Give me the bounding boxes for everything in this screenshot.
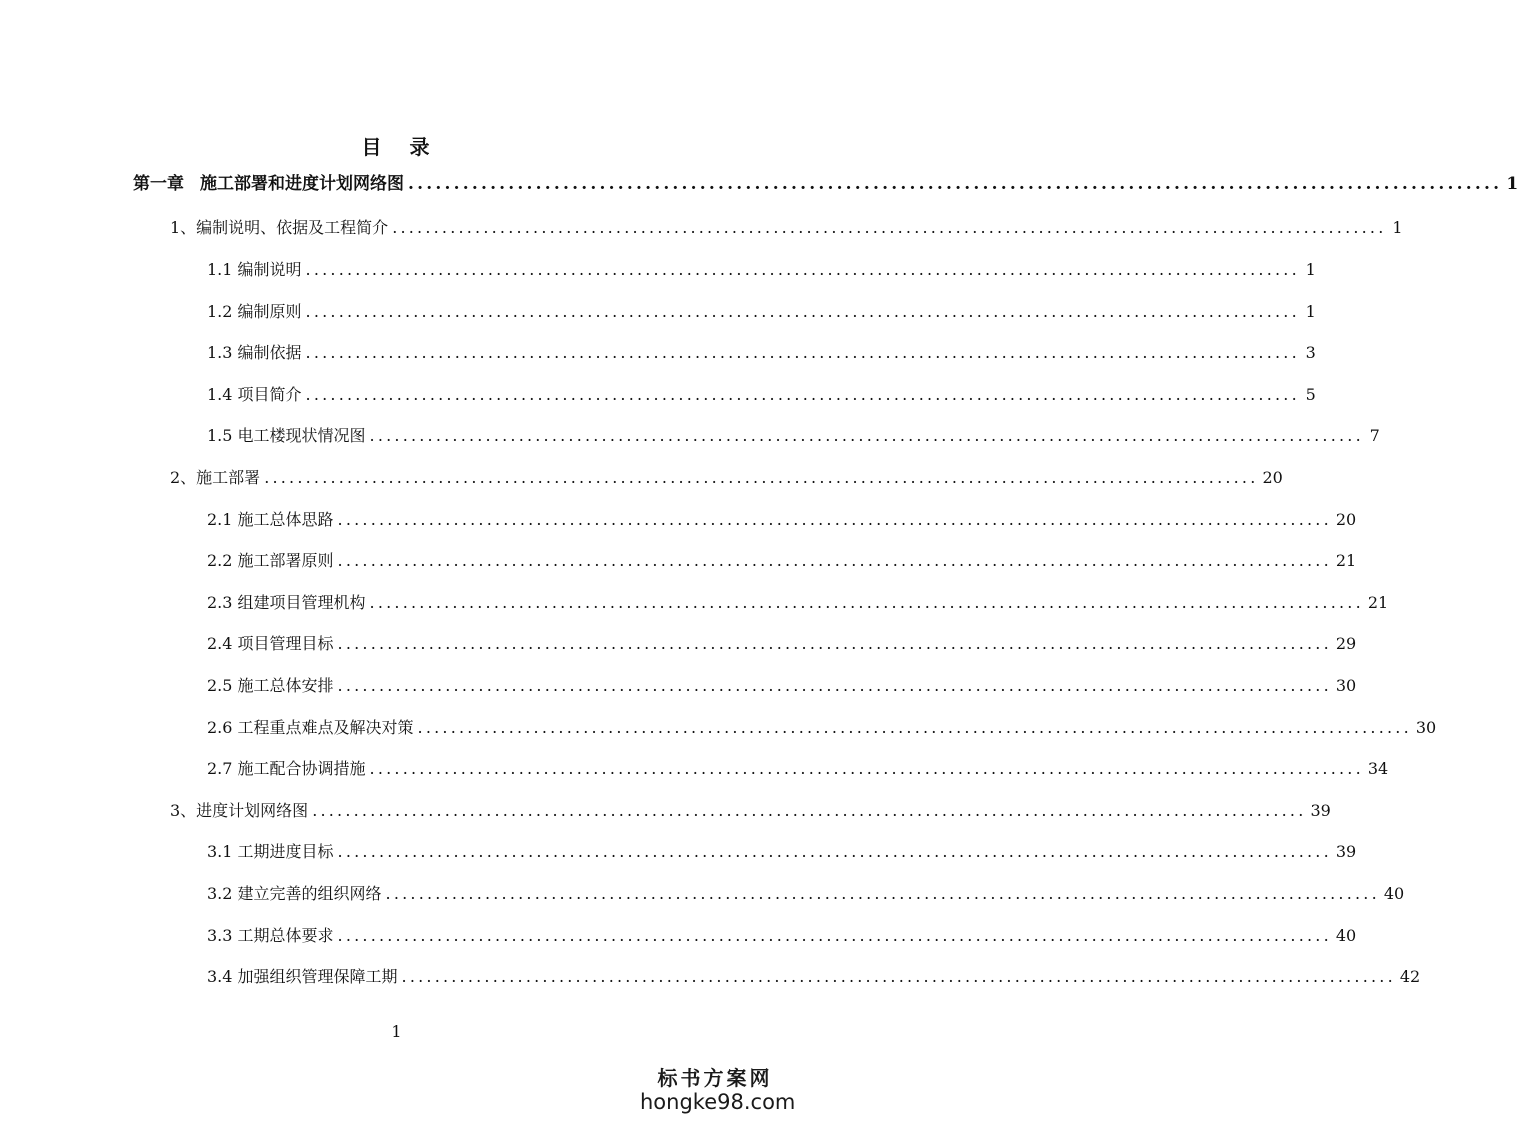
toc-title-part2: 录 [409,135,432,159]
toc-leader-dots: ........................................................................................................................ [385,884,1380,903]
toc-entry-label: 3.2 建立完善的组织网络 [207,884,382,903]
toc-leader-dots: ........................................................................................................................ [305,302,1300,321]
toc-entry[interactable] [207,341,1316,365]
toc-entry[interactable] [207,383,1316,407]
toc-leader-dots: ........................................................................................................................ [369,759,1364,778]
toc-entry-page: 5 [1305,385,1316,404]
toc-entry-page: 40 [1383,884,1405,903]
toc-leader-dots: ........................................................................................................................ [392,218,1387,237]
toc-leader-dots: ........................................................................................................................ [337,676,1332,695]
toc-entry-page: 42 [1399,967,1421,986]
toc-leader-dots: ........................................................................................................................ [369,593,1364,612]
toc-entry-page: 34 [1367,759,1389,778]
toc-entry-page: 1 [1392,218,1403,237]
toc-entry-label: 3、进度计划网络图 [170,801,309,820]
toc-leader-dots: ........................................................................................................................ [312,801,1307,820]
toc-leader-dots: ........................................................................................................................ [337,842,1332,861]
toc-entry-label: 2.3 组建项目管理机构 [207,593,366,612]
toc-entry-label: 1.3 编制依据 [207,343,302,362]
toc-entry-page: 21 [1367,593,1389,612]
toc-entry-label: 1.1 编制说明 [207,260,302,279]
toc-entry-page: 3 [1305,343,1316,362]
toc-entry[interactable] [170,466,1283,490]
toc-chapter-page: 1 [1506,174,1518,194]
toc-entry-label: 2.2 施工部署原则 [207,551,334,570]
toc-entry-page: 21 [1335,551,1357,570]
toc-entry-label: 1.2 编制原则 [207,302,302,321]
toc-entry[interactable] [207,549,1357,573]
toc-entry[interactable] [207,757,1389,781]
toc-entry-page: 1 [1305,302,1316,321]
toc-entry-label: 2.5 施工总体安排 [207,676,334,695]
toc-entry-label: 2.6 工程重点难点及解决对策 [207,718,414,737]
toc-entry-page: 20 [1335,510,1357,529]
watermark-site-name: 标书方案网 [657,1066,773,1090]
toc-entry-page: 20 [1262,468,1283,487]
toc-entry[interactable] [207,508,1357,532]
toc-entry[interactable] [170,799,1331,823]
toc-entry-page: 7 [1369,426,1380,445]
toc-entry[interactable] [207,300,1316,324]
toc-leader-dots: ........................................................................................................................ [305,385,1300,404]
toc-title-part1: 目 [361,135,384,159]
toc-entry-label: 3.1 工期进度目标 [207,842,334,861]
toc-entry[interactable] [207,965,1421,989]
toc-entry-label: 2.7 施工配合协调措施 [207,759,366,778]
toc-entry[interactable] [207,591,1389,615]
watermark [640,1066,796,1114]
toc-entry-label: 3.4 加强组织管理保障工期 [207,967,398,986]
toc-leader-dots: ........................................................................................................................ [337,510,1332,529]
toc-leader-dots: ........................................................................................................................ [369,426,1364,445]
toc-chapter-row[interactable] [133,172,1518,196]
toc-entry-label: 1.5 电工楼现状情况图 [207,426,366,445]
toc-entry-label: 2、施工部署 [170,468,261,487]
toc-entry[interactable] [170,216,1403,240]
toc-entry-label: 2.1 施工总体思路 [207,510,334,529]
watermark-url: hongke98.com [640,1090,796,1114]
toc-entry-page: 39 [1335,842,1357,861]
toc-entry-page: 40 [1335,926,1357,945]
toc-chapter-title: 施工部署和进度计划网络图 [200,174,404,194]
toc-chapter-number: 第一章 [133,174,184,194]
toc-entry[interactable] [207,424,1380,448]
toc-entry[interactable] [207,840,1357,864]
toc-entry-page: 29 [1335,634,1357,653]
toc-entry[interactable] [207,632,1357,656]
toc-leader-dots: ........................................................................................................................ [417,718,1412,737]
page-number: 1 [391,1022,402,1041]
toc-leader-dots: ........................................................................................................................ [264,468,1259,487]
toc-entry[interactable] [207,258,1316,282]
toc-leader-dots: ........................................................................................................................ [408,174,1503,194]
toc-leader-dots: ........................................................................................................................ [337,926,1332,945]
toc-entry-label: 3.3 工期总体要求 [207,926,334,945]
toc-leader-dots: ........................................................................................................................ [305,343,1300,362]
toc-entry-page: 1 [1305,260,1316,279]
toc-leader-dots: ........................................................................................................................ [337,634,1332,653]
toc-leader-dots: ........................................................................................................................ [401,967,1396,986]
toc-chapter-label [133,172,404,196]
toc-entry-page: 30 [1335,676,1357,695]
toc-leader-dots: ........................................................................................................................ [305,260,1300,279]
toc-entry-label: 1、编制说明、依据及工程简介 [170,218,389,237]
toc-entry[interactable] [207,716,1437,740]
toc-entry[interactable] [207,674,1357,698]
toc-entry[interactable] [207,882,1405,906]
toc-entry-label: 1.4 项目简介 [207,385,302,404]
toc-entry-page: 39 [1310,801,1331,820]
toc-entry-label: 2.4 项目管理目标 [207,634,334,653]
toc-entry[interactable] [207,924,1357,948]
toc-entry-page: 30 [1415,718,1437,737]
toc-leader-dots: ........................................................................................................................ [337,551,1332,570]
